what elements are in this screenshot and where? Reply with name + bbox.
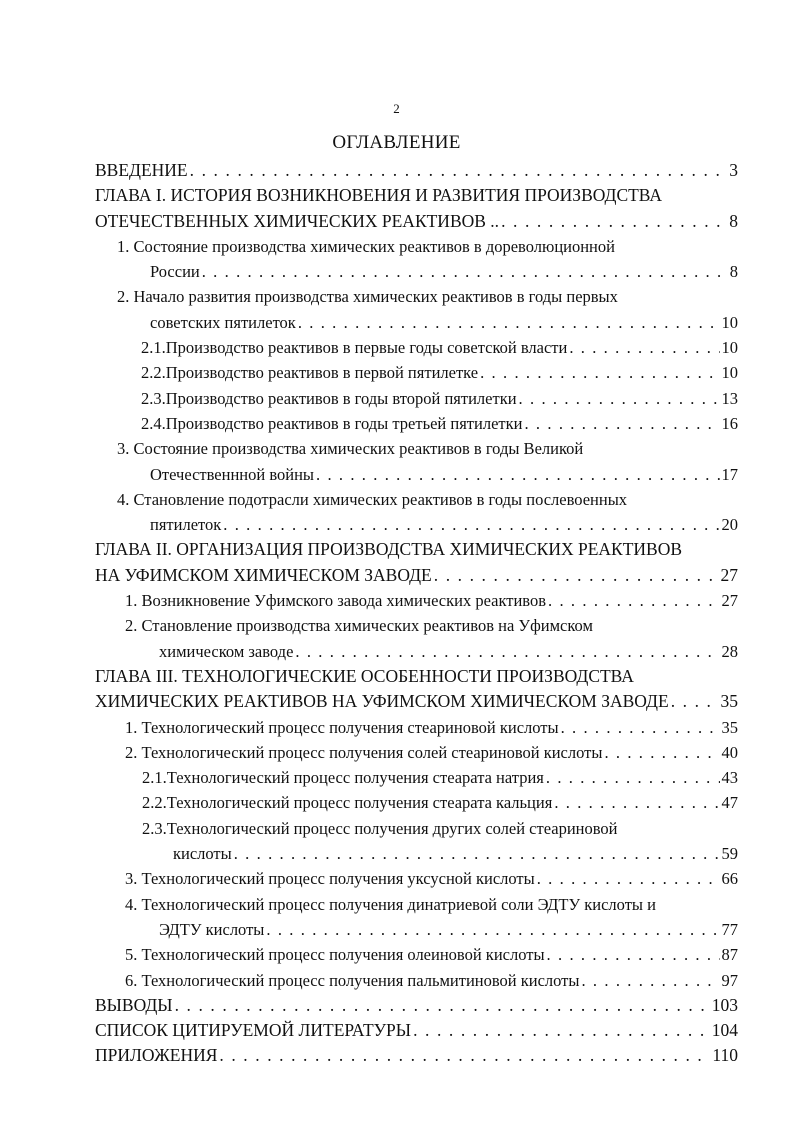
toc-entry-title: ГЛАВА I. ИСТОРИЯ ВОЗНИКНОВЕНИЯ И РАЗВИТИЯ ПРОИЗВОДСТВА	[95, 185, 663, 206]
toc-line	[95, 183, 738, 208]
toc-line	[95, 1043, 738, 1068]
toc-line	[95, 158, 738, 183]
toc-entry-title: 2.1.Технологический процесс получения стеарата натрия	[142, 768, 544, 788]
toc-entry[interactable]	[95, 613, 738, 664]
toc-page-number: 103	[711, 994, 738, 1015]
toc-entry-title: 2.4.Производство реактивов в годы третьей пятилетки	[141, 413, 523, 433]
toc-page-number: 3	[729, 160, 738, 180]
toc-entry[interactable]	[95, 183, 738, 234]
toc-entry-title: химическом заводе	[159, 641, 294, 661]
dot-leader	[175, 993, 710, 1018]
dot-leader	[234, 841, 720, 866]
dot-leader	[554, 790, 719, 815]
dot-leader	[546, 765, 720, 790]
dot-leader	[561, 715, 720, 740]
toc-line	[95, 740, 738, 765]
toc-line	[95, 866, 738, 891]
toc-line	[95, 689, 738, 714]
toc-entry-title: пятилеток	[150, 515, 222, 535]
toc-entry-title: Отечественнной войны	[150, 464, 314, 484]
toc-line	[95, 639, 738, 664]
toc-page-number: 110	[712, 1045, 738, 1066]
dot-leader	[223, 512, 719, 537]
toc-entry[interactable]	[95, 386, 738, 411]
toc-entry-title: ОТЕЧЕСТВЕННЫХ ХИМИЧЕСКИХ РЕАКТИВОВ ..	[95, 210, 500, 231]
toc-line	[95, 436, 738, 461]
toc-page-number: 17	[721, 464, 738, 484]
toc-entry[interactable]	[95, 765, 738, 790]
dot-leader	[480, 360, 719, 385]
toc-line	[95, 284, 738, 309]
toc-entry[interactable]	[95, 411, 738, 436]
page-title: ОГЛАВЛЕНИЕ	[332, 132, 461, 153]
toc-entry-title: СПИСОК ЦИТИРУЕМОЙ ЛИТЕРАТУРЫ	[95, 1020, 412, 1041]
dot-leader	[501, 209, 727, 234]
dot-leader	[581, 968, 719, 993]
toc-entry-title: ПРИЛОЖЕНИЯ	[95, 1045, 218, 1066]
toc-entry-title: 5. Технологический процесс получения олеиновой кислоты	[125, 945, 545, 965]
dot-leader	[547, 942, 720, 967]
toc-page-number: 40	[721, 742, 738, 762]
dot-leader	[548, 588, 719, 613]
toc-entry[interactable]	[95, 968, 738, 993]
toc-entry-title: 2.2.Технологический процесс получения стеарата кальция	[142, 793, 553, 813]
toc-entry-title: 3. Состояние производства химических реактивов в годы Великой	[117, 439, 584, 459]
dot-leader	[266, 917, 719, 942]
toc-line	[95, 209, 738, 234]
toc-page-number: 28	[721, 641, 738, 661]
toc-line	[95, 765, 738, 790]
toc-entry[interactable]	[95, 588, 738, 613]
table-of-contents	[95, 158, 738, 1069]
toc-entry[interactable]	[95, 487, 738, 538]
dot-leader	[316, 462, 720, 487]
toc-line	[95, 841, 738, 866]
toc-page-number: 8	[729, 262, 738, 282]
toc-line	[95, 487, 738, 512]
page-number: 2	[393, 101, 400, 116]
toc-entry-title: ВВЕДЕНИЕ	[95, 160, 188, 180]
dot-leader	[537, 866, 720, 891]
toc-entry-title: ХИМИЧЕСКИХ РЕАКТИВОВ НА УФИМСКОМ ХИМИЧЕСКОМ ЗАВОДЕ	[95, 691, 669, 712]
toc-entry[interactable]	[95, 1043, 738, 1068]
toc-line	[95, 816, 738, 841]
toc-page-number: 43	[721, 768, 738, 788]
dot-leader	[434, 563, 719, 588]
toc-line	[95, 335, 738, 360]
dot-leader	[219, 1043, 710, 1068]
toc-entry[interactable]	[95, 436, 738, 487]
dot-leader	[519, 386, 720, 411]
toc-entry-title: России	[150, 262, 200, 282]
toc-line	[95, 993, 738, 1018]
toc-entry-title: 2.3.Технологический процесс получения других солей стеариновой	[142, 818, 618, 838]
dot-leader	[524, 411, 719, 436]
toc-entry[interactable]	[95, 234, 738, 285]
toc-line	[95, 613, 738, 638]
toc-entry[interactable]	[95, 866, 738, 891]
toc-line	[95, 563, 738, 588]
toc-entry-title: ГЛАВА III. ТЕХНОЛОГИЧЕСКИЕ ОСОБЕННОСТИ ПРОИЗВОДСТВА	[95, 665, 634, 686]
toc-line	[95, 892, 738, 917]
toc-page-number: 27	[721, 591, 738, 611]
toc-line	[95, 259, 738, 284]
toc-entry[interactable]	[95, 790, 738, 815]
dot-leader	[671, 689, 719, 714]
toc-page-number: 35	[721, 717, 738, 737]
toc-line	[95, 917, 738, 942]
toc-page-number: 10	[721, 338, 738, 358]
toc-line	[95, 360, 738, 385]
toc-entry-title: 1. Возникновение Уфимского завода химических реактивов	[125, 591, 547, 611]
toc-line	[95, 234, 738, 259]
toc-line	[95, 588, 738, 613]
toc-line	[95, 310, 738, 335]
toc-page-number: 27	[720, 564, 738, 585]
toc-page-number: 20	[721, 515, 738, 535]
toc-line	[95, 537, 738, 562]
toc-entry[interactable]	[95, 335, 738, 360]
toc-entry[interactable]	[95, 284, 738, 335]
dot-leader	[202, 259, 728, 284]
toc-page-number: 87	[721, 945, 738, 965]
toc-entry[interactable]	[95, 942, 738, 967]
toc-entry-title: 2. Становление производства химических реактивов на Уфимском	[125, 616, 593, 636]
toc-page-number: 59	[721, 844, 738, 864]
toc-entry-title: 4. Становление подотрасли химических реактивов в годы послевоенных	[117, 489, 628, 509]
toc-entry-title: кислоты	[173, 844, 232, 864]
toc-page-number: 77	[721, 919, 738, 939]
toc-entry[interactable]	[95, 740, 738, 765]
toc-line	[95, 942, 738, 967]
toc-page-number: 16	[721, 413, 738, 433]
toc-line	[95, 790, 738, 815]
toc-line	[95, 664, 738, 689]
toc-entry[interactable]	[95, 816, 738, 867]
dot-leader	[569, 335, 719, 360]
dot-leader	[298, 310, 720, 335]
toc-page-number: 13	[721, 388, 738, 408]
toc-entry-title: 2.1.Производство реактивов в первые годы советской власти	[141, 338, 568, 358]
toc-entry-title: 2. Технологический процесс получения солей стеариновой кислоты	[125, 742, 603, 762]
dot-leader	[295, 639, 719, 664]
dot-leader	[190, 158, 728, 183]
dot-leader	[604, 740, 719, 765]
toc-entry[interactable]	[95, 1018, 738, 1043]
toc-page-number: 104	[711, 1020, 738, 1041]
toc-entry[interactable]	[95, 537, 738, 588]
toc-entry-title: 2.3.Производство реактивов в годы второй пятилетки	[141, 388, 517, 408]
toc-entry-title: 6. Технологический процесс получения пальмитиновой кислоты	[125, 970, 580, 990]
toc-line	[95, 512, 738, 537]
toc-line	[95, 411, 738, 436]
toc-page-number: 66	[721, 869, 738, 889]
toc-page-number: 10	[721, 363, 738, 383]
toc-page-number: 8	[729, 210, 738, 231]
toc-entry-title: НА УФИМСКОМ ХИМИЧЕСКОМ ЗАВОДЕ	[95, 564, 432, 585]
toc-line	[95, 715, 738, 740]
toc-page-number: 47	[721, 793, 738, 813]
toc-page-number: 97	[721, 970, 738, 990]
toc-entry-title: 1. Состояние производства химических реактивов в дореволюционной	[117, 236, 615, 256]
toc-entry[interactable]	[95, 715, 738, 740]
dot-leader	[413, 1018, 710, 1043]
toc-line	[95, 462, 738, 487]
toc-entry-title: 2. Начало развития производства химических реактивов в годы первых	[117, 287, 618, 307]
toc-entry[interactable]	[95, 993, 738, 1018]
toc-entry-title: 2.2.Производство реактивов в первой пятилетке	[141, 363, 479, 383]
toc-entry-title: 4. Технологический процесс получения динатриевой соли ЭДТУ кислоты и	[125, 894, 656, 914]
toc-entry-title: советских пятилеток	[150, 312, 296, 332]
toc-entry[interactable]	[95, 360, 738, 385]
toc-page-number: 10	[721, 312, 738, 332]
toc-entry-title: ВЫВОДЫ	[95, 994, 173, 1015]
toc-entry[interactable]	[95, 158, 738, 183]
toc-line	[95, 386, 738, 411]
toc-page-number: 35	[720, 691, 738, 712]
toc-line	[95, 1018, 738, 1043]
toc-entry-title: ЭДТУ кислоты	[159, 919, 265, 939]
toc-entry-title: ГЛАВА II. ОРГАНИЗАЦИЯ ПРОИЗВОДСТВА ХИМИЧЕСКИХ РЕАКТИВОВ	[95, 539, 683, 560]
toc-line	[95, 968, 738, 993]
toc-entry-title: 1. Технологический процесс получения стеариновой кислоты	[125, 717, 559, 737]
toc-entry-title: 3. Технологический процесс получения уксусной кислоты	[125, 869, 535, 889]
toc-entry[interactable]	[95, 664, 738, 715]
toc-entry[interactable]	[95, 892, 738, 943]
